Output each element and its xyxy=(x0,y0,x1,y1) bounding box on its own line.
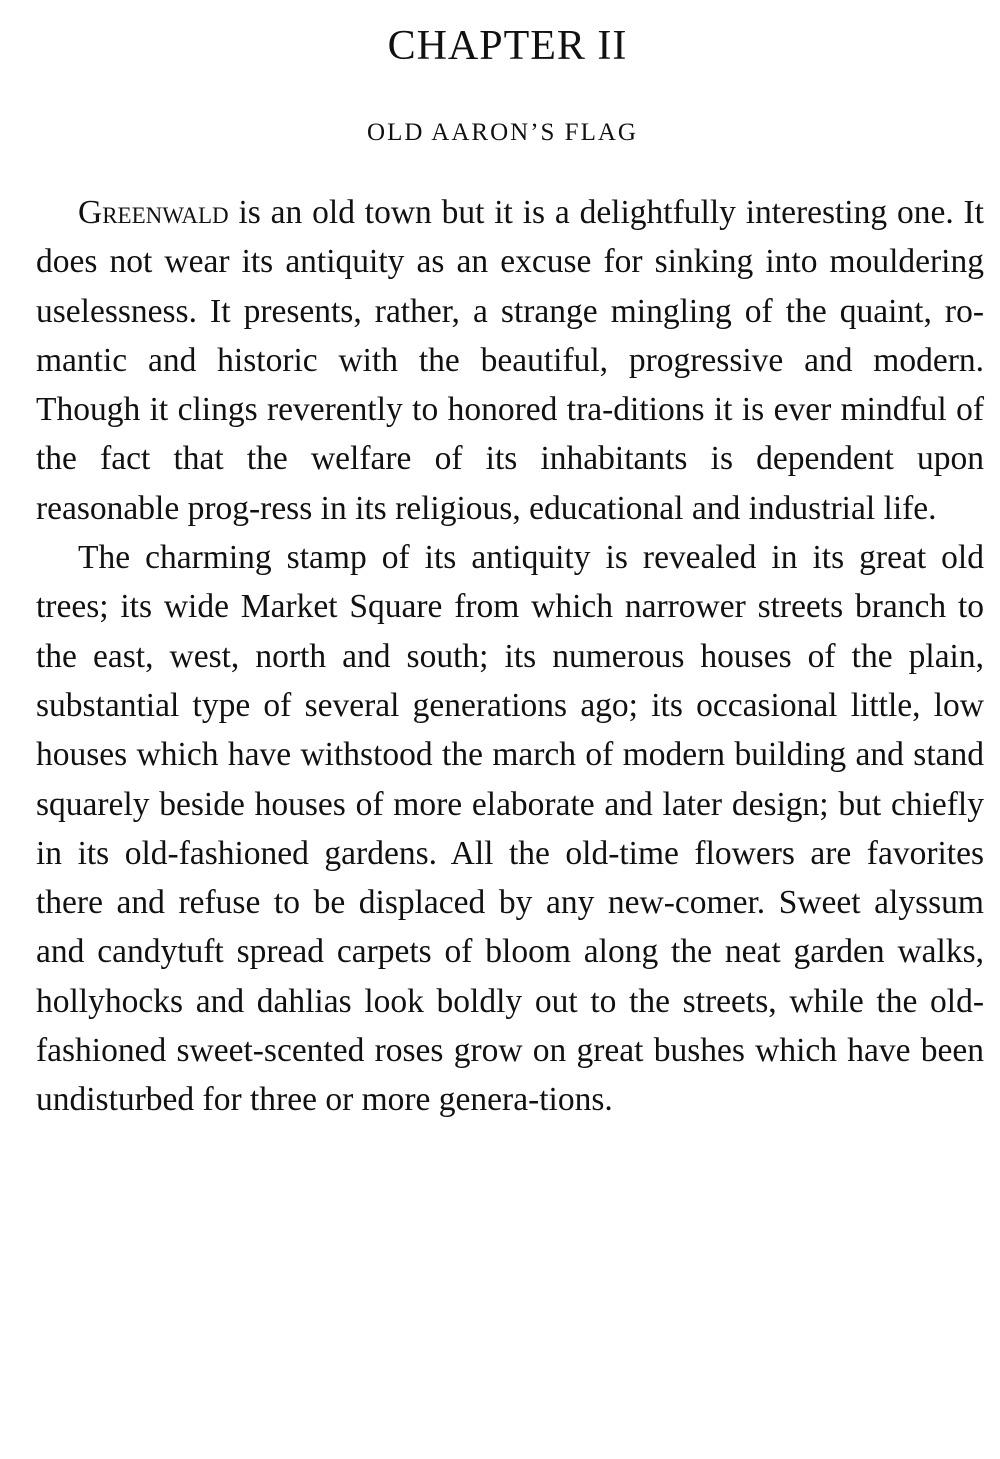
paragraph-2: The charming stamp of its antiquity is revealed in its great old trees; its wide Market Square from which narrower streets branch to the east, west, north and south; its numerous houses of the plain, substantial type of several generations ago; its occasional little, low houses which have withstood the march of modern building and stand squarely beside houses of more elaborate and later design; but chiefly in its old-fashioned gardens. All the old-time flowers are favorites there and refuse to be displaced by any new-comer. Sweet alyssum and candytuft spread carpets of bloom along the neat garden walks, hollyhocks and dahlias look boldly out to the streets, while the old-fashioned sweet-scented roses grow on great bushes which have been undisturbed for three or more genera-tions. xyxy=(36,539,984,1119)
chapter-body xyxy=(36,188,984,1125)
paragraph-1-lead-word: Greenwald xyxy=(78,194,229,231)
paragraph-1-text: is an old town but it is a delightfully interesting one. It does not wear its antiquity as an excuse for sinking into mouldering uselessness. It presents, rather, a strange mingling of the quaint, ro-mantic and historic with the beautiful, progressive and modern. Though it clings reverently to honored tra-ditions it is ever mindful of the fact that the welfare of its inhabitants is dependent upon reasonable prog-ress in its religious, educational and industrial life. xyxy=(36,194,984,527)
paragraph-1 xyxy=(36,188,984,533)
chapter-subtitle: OLD AARON’S FLAG xyxy=(367,119,638,146)
chapter-title: CHAPTER II xyxy=(387,23,628,69)
